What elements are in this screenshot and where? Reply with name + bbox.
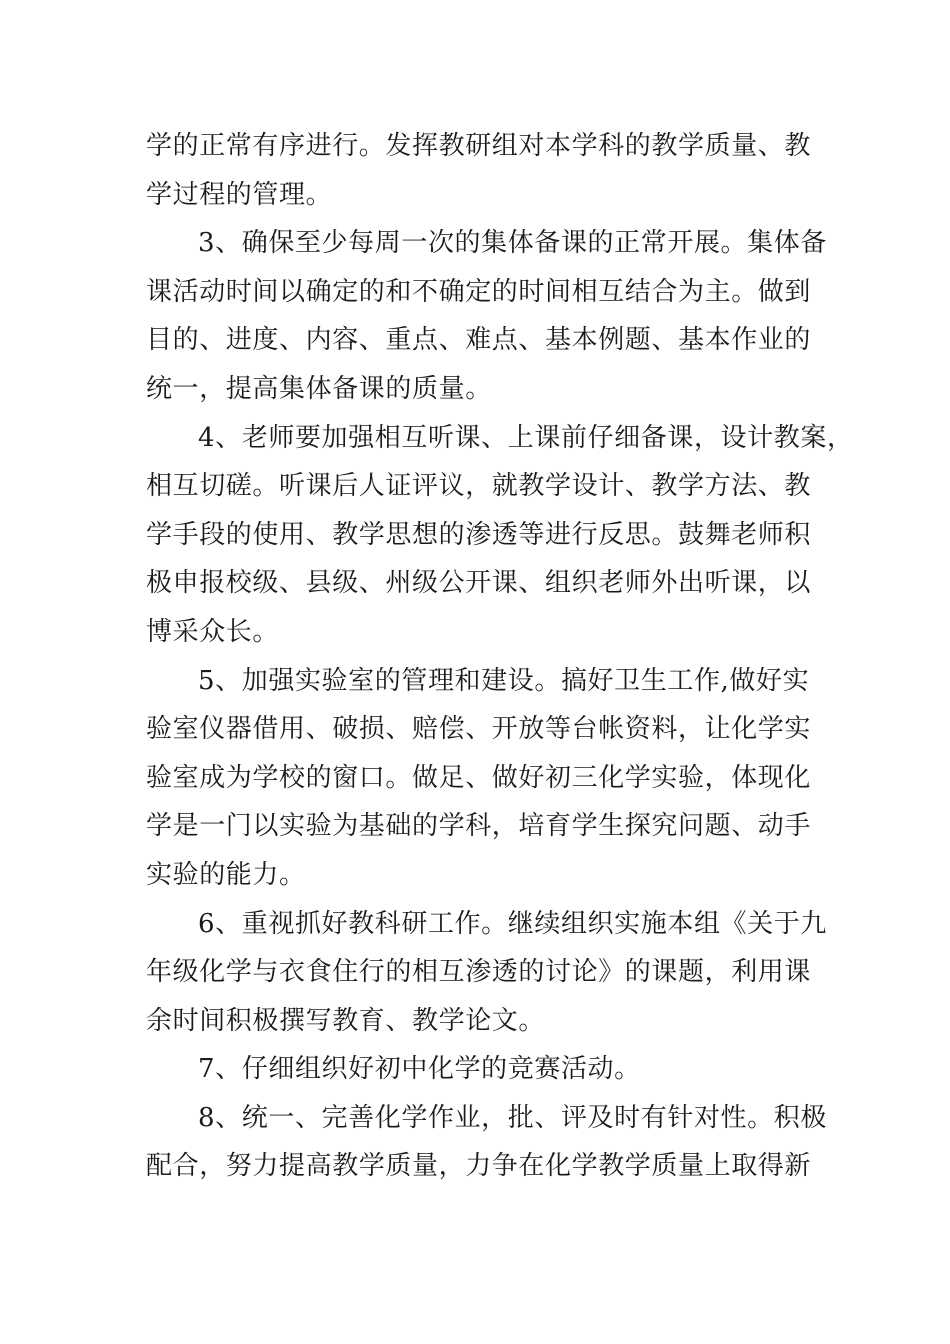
text-line: 配合，努力提高教学质量，力争在化学教学质量上取得新 xyxy=(146,1151,812,1182)
text-line: 3、确保至少每周一次的集体备课的正常开展。集体备 xyxy=(198,228,827,259)
body-text xyxy=(146,122,854,1191)
text-line: 实验的能力。 xyxy=(146,859,306,890)
text-line: 极申报校级、县级、州级公开课、组织老师外出听课，以 xyxy=(146,568,812,599)
text-line: 学是一门以实验为基础的学科，培育学生探究问题、动手 xyxy=(146,811,812,842)
text-line: 学的正常有序进行。发挥教研组对本学科的教学质量、教 xyxy=(146,131,812,161)
text-line: 6、重视抓好教科研工作。继续组织实施本组《关于九 xyxy=(198,908,827,939)
text-line: 年级化学与衣食住行的相互渗透的讨论》的课题，利用课 xyxy=(146,957,812,988)
text-line: 统一，提高集体备课的质量。 xyxy=(146,373,492,404)
text-line: 4、老师要加强相互听课、上课前仔细备课，设计教案， xyxy=(198,422,854,453)
text-line: 8、统一、完善化学作业，批、评及时有针对性。积极 xyxy=(198,1102,827,1133)
text-line: 学过程的管理。 xyxy=(146,179,333,210)
text-line: 学手段的使用、教学思想的渗透等进行反思。鼓舞老师积 xyxy=(146,519,812,550)
text-line: 验室成为学校的窗口。做足、做好初三化学实验，体现化 xyxy=(146,762,812,793)
text-line: 余时间积极撰写教育、教学论文。 xyxy=(146,1005,546,1036)
text-line: 课活动时间以确定的和不确定的时间相互结合为主。做到 xyxy=(146,276,812,307)
text-line: 博采众长。 xyxy=(146,616,280,647)
text-line: 7、仔细组织好初中化学的竞赛活动。 xyxy=(198,1054,641,1085)
text-line: 目的、进度、内容、重点、难点、基本例题、基本作业的 xyxy=(146,325,812,356)
text-line: 验室仪器借用、破损、赔偿、开放等台帐资料，让化学实 xyxy=(146,714,812,745)
text-line: 相互切磋。听课后人证评议，就教学设计、教学方法、教 xyxy=(146,471,812,502)
text-line: 5、加强实验室的管理和建设。搞好卫生工作,做好实 xyxy=(198,665,810,696)
